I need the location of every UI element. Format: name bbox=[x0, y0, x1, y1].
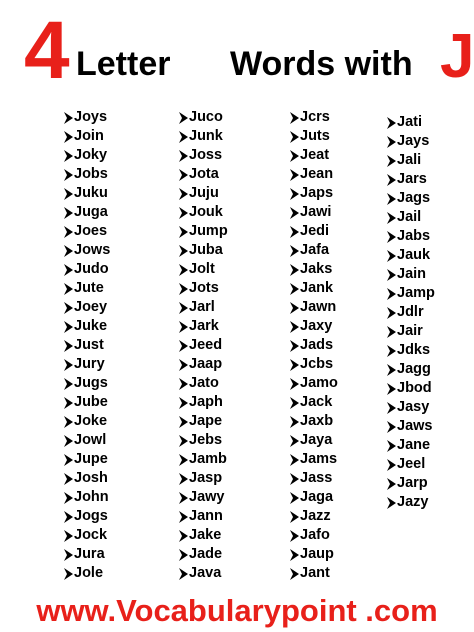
arrowhead-icon bbox=[290, 112, 299, 124]
word-text: Jobs bbox=[74, 166, 108, 182]
arrowhead-icon bbox=[290, 245, 299, 257]
list-item bbox=[290, 108, 338, 127]
word-text: Jaap bbox=[189, 356, 223, 372]
title-number: 4 bbox=[24, 5, 70, 96]
list-item bbox=[290, 545, 338, 564]
list-item bbox=[64, 127, 110, 146]
word-text: Jcrs bbox=[300, 109, 330, 125]
list-item bbox=[179, 336, 228, 355]
word-text: Jamb bbox=[189, 451, 227, 467]
arrowhead-icon bbox=[290, 302, 299, 314]
arrowhead-icon bbox=[290, 321, 299, 333]
arrowhead-icon bbox=[64, 245, 73, 257]
word-text: Jupe bbox=[74, 451, 108, 467]
word-text: Jaks bbox=[300, 261, 333, 277]
list-item bbox=[290, 165, 338, 184]
word-text: Join bbox=[74, 128, 104, 144]
word-text: Junk bbox=[189, 128, 223, 144]
word-text: Jarl bbox=[189, 299, 215, 315]
word-text: Juga bbox=[74, 204, 108, 220]
word-text: Jogs bbox=[74, 508, 108, 524]
word-text: Juku bbox=[74, 185, 108, 201]
word-column-2 bbox=[179, 108, 228, 583]
word-text: Joes bbox=[74, 223, 108, 239]
list-item bbox=[64, 165, 110, 184]
list-item bbox=[290, 393, 338, 412]
word-text: Jouk bbox=[189, 204, 223, 220]
arrowhead-icon bbox=[64, 169, 73, 181]
arrowhead-icon bbox=[64, 435, 73, 447]
word-text: Jawy bbox=[189, 489, 225, 505]
list-item bbox=[179, 184, 228, 203]
word-text: Jarp bbox=[397, 475, 428, 491]
word-text: Jafo bbox=[300, 527, 330, 543]
list-item bbox=[290, 355, 338, 374]
list-item bbox=[179, 279, 228, 298]
list-item bbox=[290, 127, 338, 146]
list-item bbox=[179, 317, 228, 336]
word-text: Japh bbox=[189, 394, 223, 410]
list-item bbox=[290, 564, 338, 583]
list-item bbox=[290, 526, 338, 545]
list-item bbox=[290, 431, 338, 450]
arrowhead-icon bbox=[179, 283, 188, 295]
list-item bbox=[179, 355, 228, 374]
list-item bbox=[387, 170, 435, 189]
list-item bbox=[290, 317, 338, 336]
arrowhead-icon bbox=[387, 440, 396, 452]
word-text: Jays bbox=[397, 133, 430, 149]
list-item bbox=[179, 127, 228, 146]
list-item bbox=[64, 507, 110, 526]
word-text: Jade bbox=[189, 546, 223, 562]
list-item bbox=[64, 336, 110, 355]
arrowhead-icon bbox=[179, 549, 188, 561]
arrowhead-icon bbox=[179, 188, 188, 200]
list-item bbox=[290, 241, 338, 260]
list-item bbox=[64, 355, 110, 374]
arrowhead-icon bbox=[179, 511, 188, 523]
arrowhead-icon bbox=[64, 321, 73, 333]
word-text: Joys bbox=[74, 109, 108, 125]
word-text: Jane bbox=[397, 437, 431, 453]
word-text: Jape bbox=[189, 413, 223, 429]
word-text: Jube bbox=[74, 394, 108, 410]
arrowhead-icon bbox=[179, 169, 188, 181]
word-text: Jock bbox=[74, 527, 108, 543]
word-text: Jabs bbox=[397, 228, 431, 244]
list-item bbox=[290, 507, 338, 526]
arrowhead-icon bbox=[290, 397, 299, 409]
arrowhead-icon bbox=[179, 226, 188, 238]
word-text: Jags bbox=[397, 190, 431, 206]
arrowhead-icon bbox=[387, 364, 396, 376]
list-item bbox=[64, 564, 110, 583]
word-text: Jams bbox=[300, 451, 338, 467]
word-text: Joss bbox=[189, 147, 223, 163]
word-text: Jato bbox=[189, 375, 219, 391]
arrowhead-icon bbox=[290, 454, 299, 466]
word-text: Joky bbox=[74, 147, 108, 163]
arrowhead-icon bbox=[290, 473, 299, 485]
arrowhead-icon bbox=[387, 269, 396, 281]
arrowhead-icon bbox=[387, 212, 396, 224]
arrowhead-icon bbox=[64, 264, 73, 276]
arrowhead-icon bbox=[64, 454, 73, 466]
arrowhead-icon bbox=[387, 402, 396, 414]
list-item bbox=[179, 450, 228, 469]
list-item bbox=[387, 360, 435, 379]
arrowhead-icon bbox=[387, 421, 396, 433]
list-item bbox=[64, 412, 110, 431]
arrowhead-icon bbox=[290, 492, 299, 504]
arrowhead-icon bbox=[179, 264, 188, 276]
word-text: Jcbs bbox=[300, 356, 334, 372]
list-item bbox=[290, 450, 338, 469]
list-item bbox=[290, 146, 338, 165]
arrowhead-icon bbox=[179, 416, 188, 428]
list-item bbox=[179, 564, 228, 583]
word-text: Jazz bbox=[300, 508, 331, 524]
arrowhead-icon bbox=[290, 188, 299, 200]
list-item bbox=[64, 526, 110, 545]
word-text: Jute bbox=[74, 280, 104, 296]
word-text: Jugs bbox=[74, 375, 108, 391]
word-text: Joke bbox=[74, 413, 108, 429]
arrowhead-icon bbox=[64, 283, 73, 295]
list-item bbox=[64, 108, 110, 127]
word-text: Java bbox=[189, 565, 222, 581]
list-item bbox=[387, 398, 435, 417]
word-text: Juju bbox=[189, 185, 219, 201]
word-text: Just bbox=[74, 337, 104, 353]
arrowhead-icon bbox=[290, 378, 299, 390]
list-item bbox=[387, 208, 435, 227]
list-item bbox=[64, 469, 110, 488]
arrowhead-icon bbox=[290, 511, 299, 523]
word-text: Jasp bbox=[189, 470, 223, 486]
list-item bbox=[290, 298, 338, 317]
arrowhead-icon bbox=[290, 150, 299, 162]
list-item bbox=[64, 431, 110, 450]
arrowhead-icon bbox=[387, 459, 396, 471]
arrowhead-icon bbox=[64, 131, 73, 143]
arrowhead-icon bbox=[64, 188, 73, 200]
arrowhead-icon bbox=[179, 435, 188, 447]
list-item bbox=[64, 545, 110, 564]
list-item bbox=[64, 203, 110, 222]
arrowhead-icon bbox=[179, 454, 188, 466]
arrowhead-icon bbox=[64, 359, 73, 371]
word-text: Jail bbox=[397, 209, 422, 225]
list-item bbox=[179, 469, 228, 488]
arrowhead-icon bbox=[179, 245, 188, 257]
word-text: Jean bbox=[300, 166, 334, 182]
word-text: Jaga bbox=[300, 489, 334, 505]
list-item bbox=[179, 203, 228, 222]
arrowhead-icon bbox=[290, 340, 299, 352]
list-item bbox=[179, 374, 228, 393]
arrowhead-icon bbox=[179, 378, 188, 390]
arrowhead-icon bbox=[64, 530, 73, 542]
arrowhead-icon bbox=[64, 112, 73, 124]
arrowhead-icon bbox=[179, 473, 188, 485]
list-item bbox=[387, 417, 435, 436]
word-text: Joey bbox=[74, 299, 108, 315]
list-item bbox=[387, 436, 435, 455]
arrowhead-icon bbox=[387, 174, 396, 186]
arrowhead-icon bbox=[64, 378, 73, 390]
word-text: Jaws bbox=[397, 418, 433, 434]
arrowhead-icon bbox=[387, 193, 396, 205]
word-text: Jedi bbox=[300, 223, 330, 239]
word-text: Jafa bbox=[300, 242, 330, 258]
list-item bbox=[64, 488, 110, 507]
list-item bbox=[387, 493, 435, 512]
list-item bbox=[290, 222, 338, 241]
arrowhead-icon bbox=[290, 359, 299, 371]
arrowhead-icon bbox=[387, 136, 396, 148]
list-item bbox=[387, 303, 435, 322]
list-item bbox=[290, 260, 338, 279]
word-text: Jots bbox=[189, 280, 219, 296]
arrowhead-icon bbox=[290, 568, 299, 580]
list-item bbox=[290, 488, 338, 507]
list-item bbox=[387, 113, 435, 132]
word-column-4 bbox=[387, 113, 435, 512]
word-text: Josh bbox=[74, 470, 108, 486]
word-text: Jads bbox=[300, 337, 334, 353]
arrowhead-icon bbox=[387, 288, 396, 300]
arrowhead-icon bbox=[179, 150, 188, 162]
word-text: Jbod bbox=[397, 380, 432, 396]
arrowhead-icon bbox=[387, 497, 396, 509]
arrowhead-icon bbox=[179, 568, 188, 580]
arrowhead-icon bbox=[64, 302, 73, 314]
list-item bbox=[64, 374, 110, 393]
arrowhead-icon bbox=[387, 155, 396, 167]
arrowhead-icon bbox=[64, 473, 73, 485]
arrowhead-icon bbox=[290, 549, 299, 561]
word-text: Jagg bbox=[397, 361, 431, 377]
arrowhead-icon bbox=[64, 492, 73, 504]
arrowhead-icon bbox=[290, 131, 299, 143]
list-item bbox=[290, 374, 338, 393]
arrowhead-icon bbox=[179, 397, 188, 409]
footer-website[interactable]: www.Vocabularypoint .com bbox=[36, 593, 438, 628]
list-item bbox=[387, 151, 435, 170]
list-item bbox=[179, 412, 228, 431]
arrowhead-icon bbox=[179, 530, 188, 542]
arrowhead-icon bbox=[179, 112, 188, 124]
arrowhead-icon bbox=[290, 226, 299, 238]
list-item bbox=[64, 317, 110, 336]
list-item bbox=[179, 260, 228, 279]
word-text: John bbox=[74, 489, 109, 505]
arrowhead-icon bbox=[179, 131, 188, 143]
page-title bbox=[24, 5, 474, 96]
list-item bbox=[290, 336, 338, 355]
list-item bbox=[387, 227, 435, 246]
list-item bbox=[179, 488, 228, 507]
word-text: Jack bbox=[300, 394, 333, 410]
list-item bbox=[387, 265, 435, 284]
word-text: Jowl bbox=[74, 432, 107, 448]
list-item bbox=[179, 222, 228, 241]
word-text: Jair bbox=[397, 323, 423, 339]
arrowhead-icon bbox=[179, 340, 188, 352]
word-text: Jury bbox=[74, 356, 105, 372]
list-item bbox=[179, 431, 228, 450]
list-item bbox=[290, 469, 338, 488]
word-text: Jark bbox=[189, 318, 219, 334]
arrowhead-icon bbox=[64, 549, 73, 561]
arrowhead-icon bbox=[179, 302, 188, 314]
list-item bbox=[64, 184, 110, 203]
word-text: Jass bbox=[300, 470, 333, 486]
word-text: Jati bbox=[397, 114, 422, 130]
word-text: Jeed bbox=[189, 337, 223, 353]
word-text: Jauk bbox=[397, 247, 431, 263]
word-text: Jura bbox=[74, 546, 105, 562]
list-item bbox=[179, 393, 228, 412]
list-item bbox=[179, 298, 228, 317]
list-item bbox=[179, 108, 228, 127]
word-text: Jasy bbox=[397, 399, 430, 415]
word-text: Jaxb bbox=[300, 413, 334, 429]
arrowhead-icon bbox=[64, 340, 73, 352]
title-letter: J bbox=[440, 22, 474, 91]
word-text: Jebs bbox=[189, 432, 223, 448]
arrowhead-icon bbox=[290, 207, 299, 219]
word-text: Judo bbox=[74, 261, 109, 277]
arrowhead-icon bbox=[387, 231, 396, 243]
word-text: Jdlr bbox=[397, 304, 424, 320]
word-text: Jdks bbox=[397, 342, 431, 358]
word-text: Juts bbox=[300, 128, 330, 144]
list-item bbox=[179, 526, 228, 545]
word-column-1 bbox=[64, 108, 110, 583]
word-text: Jawi bbox=[300, 204, 332, 220]
word-text: Japs bbox=[300, 185, 334, 201]
list-item bbox=[64, 279, 110, 298]
arrowhead-icon bbox=[387, 478, 396, 490]
arrowhead-icon bbox=[387, 326, 396, 338]
list-item bbox=[387, 474, 435, 493]
arrowhead-icon bbox=[387, 250, 396, 262]
list-item bbox=[387, 246, 435, 265]
word-text: Jant bbox=[300, 565, 330, 581]
word-text: Jali bbox=[397, 152, 422, 168]
word-text: Jazy bbox=[397, 494, 429, 510]
word-text: Juco bbox=[189, 109, 223, 125]
arrowhead-icon bbox=[64, 511, 73, 523]
list-item bbox=[290, 184, 338, 203]
title-word-letter: Letter bbox=[76, 45, 171, 83]
word-text: Jain bbox=[397, 266, 427, 282]
arrowhead-icon bbox=[64, 416, 73, 428]
arrowhead-icon bbox=[179, 207, 188, 219]
arrowhead-icon bbox=[64, 226, 73, 238]
arrowhead-icon bbox=[290, 283, 299, 295]
list-item bbox=[290, 203, 338, 222]
word-text: Jamp bbox=[397, 285, 435, 301]
word-text: Jolt bbox=[189, 261, 215, 277]
list-item bbox=[64, 146, 110, 165]
word-text: Jole bbox=[74, 565, 104, 581]
word-text: Jake bbox=[189, 527, 222, 543]
list-item bbox=[387, 379, 435, 398]
arrowhead-icon bbox=[64, 568, 73, 580]
list-item bbox=[179, 545, 228, 564]
list-item bbox=[179, 241, 228, 260]
word-text: Jeel bbox=[397, 456, 426, 472]
arrowhead-icon bbox=[387, 345, 396, 357]
arrowhead-icon bbox=[290, 435, 299, 447]
arrowhead-icon bbox=[179, 492, 188, 504]
arrowhead-icon bbox=[387, 307, 396, 319]
word-text: Jota bbox=[189, 166, 219, 182]
word-text: Juba bbox=[189, 242, 223, 258]
arrowhead-icon bbox=[290, 264, 299, 276]
list-item bbox=[64, 241, 110, 260]
word-text: Jows bbox=[74, 242, 111, 258]
arrowhead-icon bbox=[179, 321, 188, 333]
word-column-3 bbox=[290, 108, 338, 583]
arrowhead-icon bbox=[64, 397, 73, 409]
word-text: Jeat bbox=[300, 147, 330, 163]
list-item bbox=[64, 260, 110, 279]
list-item bbox=[387, 132, 435, 151]
list-item bbox=[64, 450, 110, 469]
list-item bbox=[387, 455, 435, 474]
arrowhead-icon bbox=[290, 530, 299, 542]
list-item bbox=[387, 189, 435, 208]
list-item bbox=[64, 393, 110, 412]
title-words-with: Words with bbox=[230, 45, 413, 83]
word-text: Jars bbox=[397, 171, 427, 187]
arrowhead-icon bbox=[387, 117, 396, 129]
arrowhead-icon bbox=[64, 207, 73, 219]
word-text: Juke bbox=[74, 318, 108, 334]
word-text: Jawn bbox=[300, 299, 337, 315]
list-item bbox=[387, 341, 435, 360]
arrowhead-icon bbox=[290, 416, 299, 428]
list-item bbox=[387, 322, 435, 341]
list-item bbox=[179, 146, 228, 165]
arrowhead-icon bbox=[179, 359, 188, 371]
list-item bbox=[290, 412, 338, 431]
arrowhead-icon bbox=[290, 169, 299, 181]
arrowhead-icon bbox=[64, 150, 73, 162]
arrowhead-icon bbox=[387, 383, 396, 395]
word-text: Jump bbox=[189, 223, 228, 239]
list-item bbox=[179, 507, 228, 526]
list-item bbox=[64, 222, 110, 241]
word-text: Jaya bbox=[300, 432, 333, 448]
word-text: Jank bbox=[300, 280, 334, 296]
word-text: Jamo bbox=[300, 375, 338, 391]
list-item bbox=[64, 298, 110, 317]
word-text: Jaxy bbox=[300, 318, 333, 334]
list-item bbox=[290, 279, 338, 298]
word-text: Jann bbox=[189, 508, 223, 524]
list-item bbox=[387, 284, 435, 303]
word-text: Jaup bbox=[300, 546, 334, 562]
list-item bbox=[179, 165, 228, 184]
